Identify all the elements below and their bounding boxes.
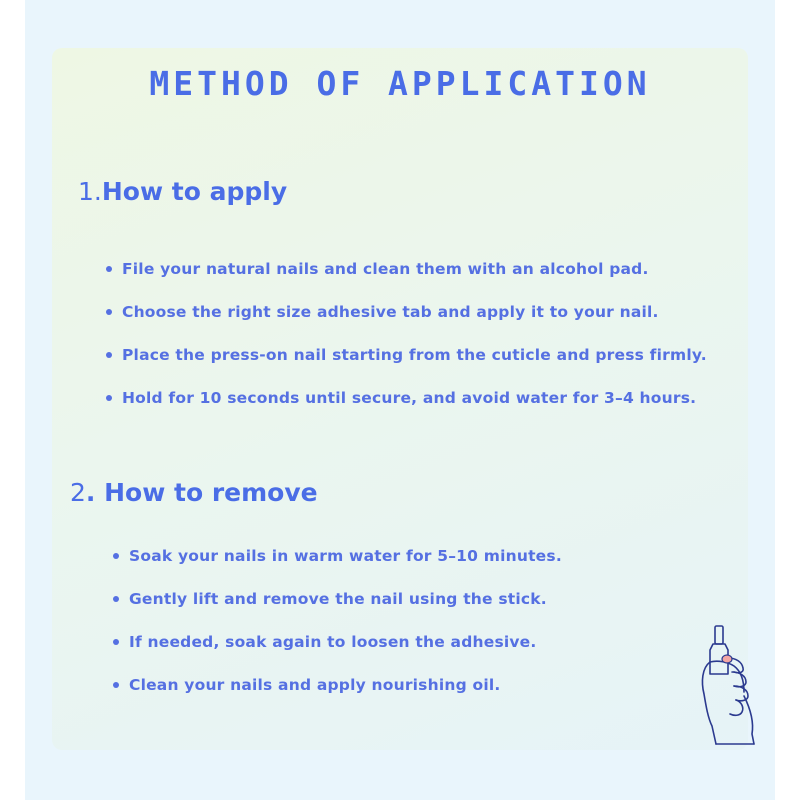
step-text: Choose the right size adhesive tab and apply it to your nail. bbox=[122, 303, 659, 321]
step-text: Clean your nails and apply nourishing oil. bbox=[129, 676, 501, 694]
step-text: Soak your nails in warm water for 5–10 minutes. bbox=[129, 547, 562, 565]
bullet-icon bbox=[106, 266, 112, 272]
step-text: File your natural nails and clean them with an alcohol pad. bbox=[122, 260, 649, 278]
list-item bbox=[106, 259, 707, 302]
list-item bbox=[113, 675, 562, 718]
page-title: METHOD OF APPLICATION bbox=[149, 64, 651, 103]
bullet-icon bbox=[106, 309, 112, 315]
hand-holding-nail-polish-icon bbox=[698, 622, 760, 748]
list-item bbox=[113, 589, 562, 632]
step-text: Gently lift and remove the nail using the stick. bbox=[129, 590, 547, 608]
apply-steps-list bbox=[106, 259, 707, 431]
step-text: If needed, soak again to loosen the adhesive. bbox=[129, 633, 537, 651]
list-item bbox=[113, 546, 562, 589]
section-number: 2 bbox=[70, 478, 86, 507]
bullet-icon bbox=[106, 395, 112, 401]
bullet-icon bbox=[113, 596, 119, 602]
bullet-icon bbox=[113, 553, 119, 559]
list-item bbox=[113, 632, 562, 675]
bullet-icon bbox=[113, 682, 119, 688]
list-item bbox=[106, 345, 707, 388]
bullet-icon bbox=[113, 639, 119, 645]
step-text: Place the press-on nail starting from the cuticle and press firmly. bbox=[122, 346, 707, 364]
list-item bbox=[106, 302, 707, 345]
step-text: Hold for 10 seconds until secure, and avoid water for 3–4 hours. bbox=[122, 389, 697, 407]
section-heading-apply bbox=[78, 177, 287, 207]
section-number: 1. bbox=[78, 177, 102, 206]
list-item bbox=[106, 388, 707, 431]
section-heading-remove bbox=[70, 478, 318, 508]
section-title: . How to remove bbox=[85, 478, 318, 507]
remove-steps-list bbox=[113, 546, 562, 718]
bullet-icon bbox=[106, 352, 112, 358]
section-title: How to apply bbox=[101, 177, 288, 206]
